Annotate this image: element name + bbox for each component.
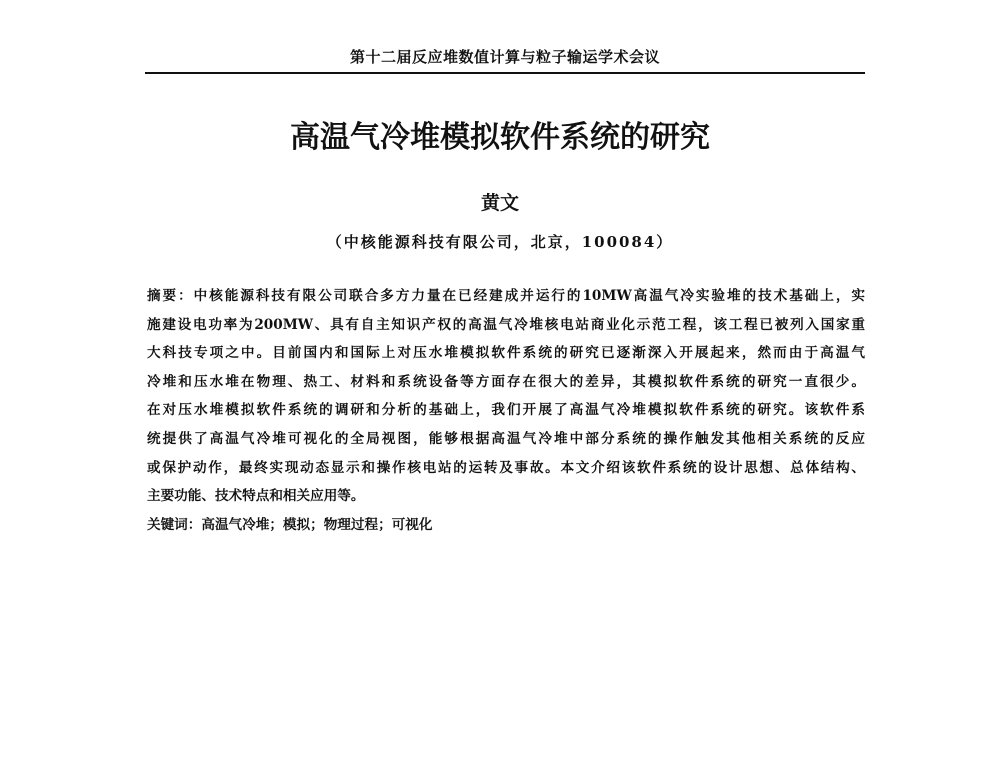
abstract-line: 或保护动作，最终实现动态显示和操作核电站的运转及事故。本文介绍该软件系统的设计思想、总体结构、 — [147, 459, 865, 476]
abstract — [147, 286, 865, 543]
abstract-line: 冷堆和压水堆在物理、热工、材料和系统设备等方面存在很大的差异，其模拟软件系统的研究一直很少。 — [147, 373, 865, 390]
header-rule — [145, 72, 865, 74]
affiliation: （中核能源科技有限公司，北京，100084） — [326, 233, 674, 251]
keywords: 关键词：高温气冷堆；模拟；物理过程；可视化 — [147, 516, 433, 533]
running-header: 第十二届反应堆数值计算与粒子输运学术会议 — [349, 48, 660, 66]
abstract-line: 大科技专项之中。目前国内和国际上对压水堆模拟软件系统的研究已逐渐深入开展起来，然而由于高温气 — [147, 345, 865, 362]
paper-title: 高温气冷堆模拟软件系统的研究 — [290, 120, 710, 155]
abstract-line: 摘要：中核能源科技有限公司联合多方力量在已经建成并运行的10MW高温气冷实验堆的技术基础上，实 — [147, 288, 865, 304]
abstract-line: 统提供了高温气冷堆可视化的全局视图，能够根据高温气冷堆中部分系统的操作触发其他相关系统的反应 — [147, 430, 865, 447]
abstract-line: 主要功能、技术特点和相关应用等。 — [147, 488, 365, 505]
abstract-line: 施建设电功率为200MW、具有自主知识产权的高温气冷堆核电站商业化示范工程，该工程已被列入国家重 — [147, 316, 865, 333]
abstract-line: 在对压水堆模拟软件系统的调研和分析的基础上，我们开展了高温气冷堆模拟软件系统的研究。该软件系 — [147, 402, 865, 419]
author: 黄文 — [480, 192, 519, 214]
